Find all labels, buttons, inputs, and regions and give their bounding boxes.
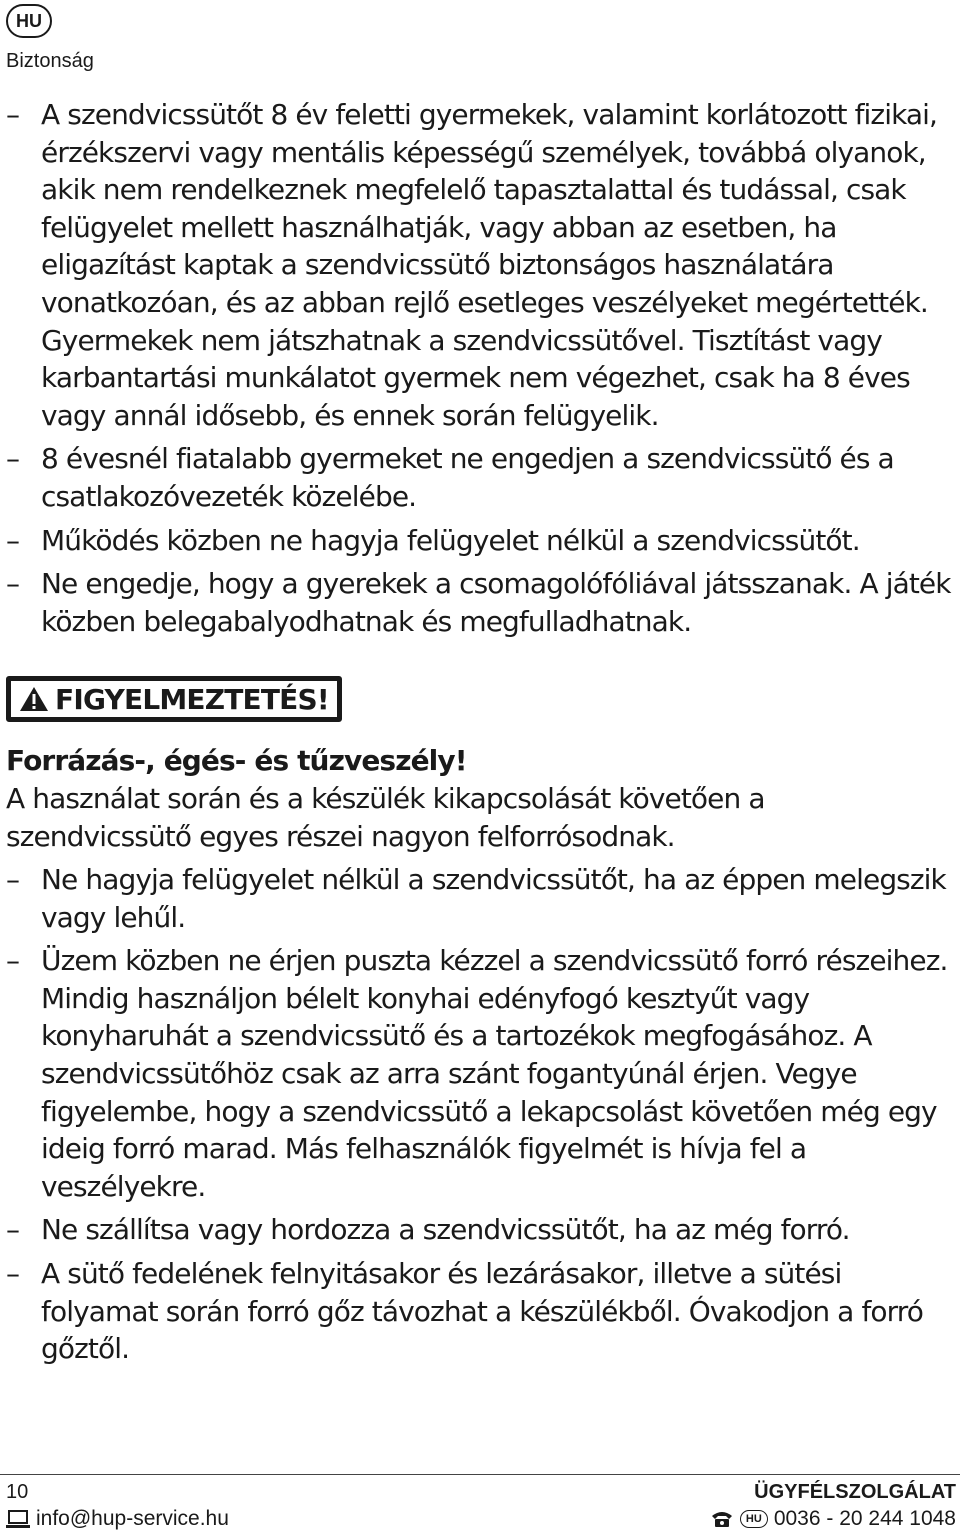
phone-icon xyxy=(710,1510,734,1528)
list-item: – Ne szállítsa vagy hordozza a szendvicssütőt, ha az még forró. xyxy=(6,1211,956,1249)
list-item: – Ne engedje, hogy a gyerekek a csomagolófóliával játsszanak. A játék közben belegabalyodhatnak és megfulladhatnak. xyxy=(6,565,956,640)
safety-content xyxy=(6,96,956,1374)
language-badge: HU xyxy=(6,4,52,38)
section-title: Biztonság xyxy=(6,50,94,72)
list-item: – Működés közben ne hagyja felügyelet nélkül a szendvicssütőt. xyxy=(6,522,956,560)
list-item: – A sütő fedelének felnyitásakor és lezárásakor, illetve a sütési folyamat során forró gőz távozhat a készülékből. Óvakodjon a forró gőztől. xyxy=(6,1255,956,1368)
page-number: 10 xyxy=(6,1481,29,1503)
footer-email xyxy=(6,1507,229,1531)
customer-service-label: ÜGYFÉLSZOLGÁLAT xyxy=(754,1481,956,1503)
phone-number[interactable]: 0036 - 20 244 1048 xyxy=(773,1507,956,1530)
warning-triangle-icon xyxy=(19,686,49,712)
email-address[interactable]: info@hup-service.hu xyxy=(36,1507,229,1530)
country-badge: HU xyxy=(740,1510,768,1528)
laptop-icon xyxy=(6,1509,30,1529)
list-item: – 8 évesnél fiatalabb gyermeket ne engedjen a szendvicssütő és a csatlakozóvezeték közelébe. xyxy=(6,440,956,515)
hazard-intro: A használat során és a készülék kikapcsolását követően a szendvicssütő egyes részei nagyon felforrósodnak. xyxy=(6,781,765,853)
warning-box xyxy=(6,676,342,722)
list-item: – A szendvicssütőt 8 év feletti gyermekek, valamint korlátozott fizikai, érzékszervi vagy mentális képességű személyek, továbbá olyanok, akik nem rendelkeznek megfelelő tapasztalattal és tudással, csak felügyelet mellett használhatják, vagy abban az esetben, ha eligazítást kaptak a szendvicssütő biztonságos használatára vonatkozóan, és az abban rejlő esetleges veszélyeket megértették. Gyermekek nem játszhatnak a szendvicssütővel. Tisztítást vagy karbantartási munkálatot gyermek nem végezhet, csak ha 8 éves vagy annál idősebb, és ennek során felügyelik. xyxy=(6,96,956,434)
list-item: – Üzem közben ne érjen puszta kézzel a szendvicssütő forró részeihez. Mindig használjon bélelt konyhai edényfogó kesztyűt vagy konyharuhát a szendvicssütő és a tartozékok megfogásához. A szendvicssütőhöz csak az arra szánt fogantyúnál érjen. Vegye figyelembe, hogy a szendvicssütő a lekapcsolást követően még egy ideig forró marad. Más felhasználók figyelmét is hívja fel a veszélyekre. xyxy=(6,942,956,1205)
footer-divider xyxy=(0,1474,960,1475)
safety-list xyxy=(6,96,956,640)
hazard-heading: Forrázás-, égés- és tűzveszély! xyxy=(6,744,467,778)
hazard-list xyxy=(6,861,956,1368)
footer-phone xyxy=(710,1507,956,1531)
warning-label: FIGYELMEZTETÉS! xyxy=(55,682,329,716)
list-item: – Ne hagyja felügyelet nélkül a szendvicssütőt, ha az éppen melegszik vagy lehűl. xyxy=(6,861,956,936)
